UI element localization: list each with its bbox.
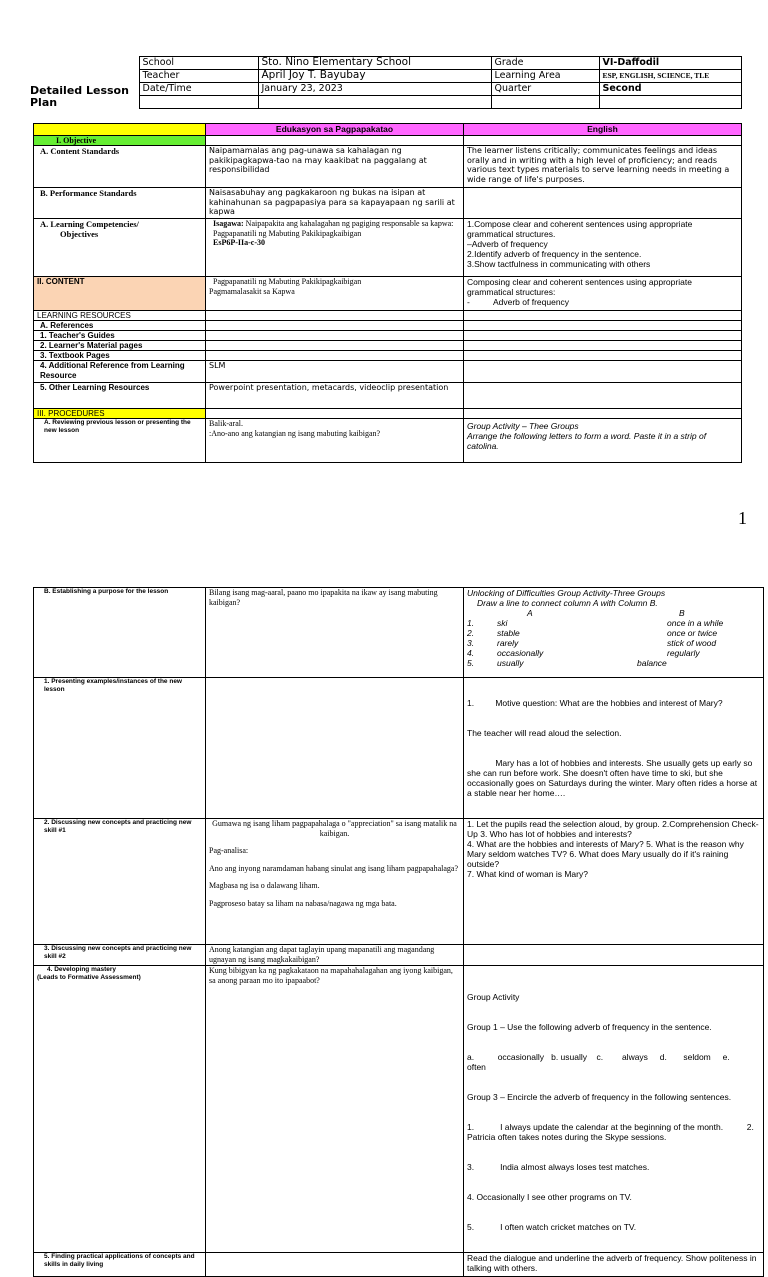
discussing-skill1-label: 2. Discussing new concepts and practicing new skill #1 xyxy=(34,819,206,945)
teacher-instruction: The teacher will read aloud the selection. xyxy=(467,728,622,738)
references-label: A. References xyxy=(34,321,206,331)
content-english xyxy=(464,277,742,311)
mastery-item: Group 3 – Encircle the adverb of frequency in the following sentences. xyxy=(467,1092,732,1102)
procedures-heading: III. PROCEDURES xyxy=(34,409,206,419)
competencies-esp-topic: Pagpapanatili ng Mabuting Pakikipagkaibigan xyxy=(213,228,362,238)
practical-applications-label: 5. Finding practical applications of concepts and skills in daily living xyxy=(34,1253,206,1277)
date-value: January 23, 2023 xyxy=(258,83,491,96)
lesson-plan-main-table xyxy=(33,123,742,463)
blank-cell xyxy=(206,678,464,819)
reviewing-lesson-esp xyxy=(206,419,464,463)
matching-row: 1. ski once in a while xyxy=(467,618,724,628)
blank-cell xyxy=(464,136,742,146)
dlp-title: Detailed Lesson Plan xyxy=(30,83,129,109)
blank-cell xyxy=(464,331,742,341)
quarter-label: Quarter xyxy=(491,83,599,96)
competency-code: EsP6P-IIa-c-30 xyxy=(213,238,265,247)
matching-row: 5. usually balance xyxy=(467,658,667,668)
presenting-examples-english xyxy=(464,678,764,819)
learners-material-label: 2. Learner's Material pages xyxy=(34,341,206,351)
matching-row: 3. rarely stick of wood xyxy=(467,638,717,648)
quarter-value: Second xyxy=(599,83,741,96)
competencies-esp-text: Naipapakita ang kahalagahan ng pagiging responsable sa kapwa: xyxy=(243,219,454,228)
blank-cell xyxy=(464,351,742,361)
developing-mastery-label xyxy=(34,966,206,1253)
school-label: School xyxy=(139,57,258,70)
comprehension-item: 4. What are the hobbies and interests of Mary? 5. What is the reason why Mary seldom watches TV? 6. What does Mary usually do if it's raining outside? xyxy=(467,839,744,869)
blank-cell xyxy=(258,96,491,109)
competencies-label-line2: Objectives xyxy=(60,229,99,239)
reading-selection: Mary has a lot of hobbies and interests. She usually gets up early so she can run before work. She doesn't often have time to ski, but she occasionally goes on Saturdays during the winter. Mary often rides a horse at a stable near her home…. xyxy=(467,758,760,798)
competencies-english xyxy=(464,219,742,277)
review-esp-line1: Balik-aral. xyxy=(209,419,243,428)
mastery-item: Group 1 – Use the following adverb of frequency in the sentence. xyxy=(467,1022,712,1032)
discussing-skill1-esp xyxy=(206,819,464,945)
review-esp-line2: :Ano-ano ang katangian ng isang mabuting kaibigan? xyxy=(209,429,381,438)
textbook-pages-label: 3. Textbook Pages xyxy=(34,351,206,361)
blank-cell xyxy=(464,341,742,351)
mastery-item: 5. I often watch cricket matches on TV. xyxy=(467,1222,637,1232)
comprehension-item: 7. What kind of woman is Mary? xyxy=(467,869,588,879)
reviewing-lesson-english xyxy=(464,419,742,463)
blank-cell xyxy=(139,96,258,109)
grade-label: Grade xyxy=(491,57,599,70)
motive-question: 1. Motive question: What are the hobbies and interest of Mary? xyxy=(467,698,723,708)
establishing-purpose-label: B. Establishing a purpose for the lesson xyxy=(34,588,206,678)
blank-cell xyxy=(464,945,764,966)
column-a-label: A xyxy=(527,608,533,618)
competency-item: 1.Compose clear and coherent sentences using appropriate grammatical structures. xyxy=(467,219,693,239)
blank-cell xyxy=(491,96,599,109)
content-english-line2: - Adverb of frequency xyxy=(467,297,570,307)
matching-row: 4. occasionally regularly xyxy=(467,648,700,658)
blank-cell xyxy=(464,409,742,419)
letter-task: Gumawa ng isang liham pagpapahalaga o "appreciation" sa isang matalik na kaibigan. xyxy=(212,819,457,838)
practical-applications-english: Read the dialogue and underline the adverb of frequency. Show politeness in talking with others. xyxy=(464,1253,764,1277)
content-standards-esp: Naipamamalas ang pag-unawa sa kahalagan ng pakikipagkapwa-tao na may kaakibat na paggalang at responsibilidad xyxy=(206,146,464,188)
mastery-item: 3. India almost always loses test matches. xyxy=(467,1162,650,1172)
performance-standards-label: B. Performance Standards xyxy=(34,188,206,219)
col-header-esp: Edukasyon sa Pagpapakatao xyxy=(206,124,464,136)
reviewing-lesson-label: A. Reviewing previous lesson or presenting the new lesson xyxy=(34,419,206,463)
teacher-label: Teacher xyxy=(139,70,258,83)
competencies-esp xyxy=(206,219,464,277)
competencies-label-line1: A. Learning Competencies/ xyxy=(40,219,139,229)
read-letters: Magbasa ng isa o dalawang liham. xyxy=(209,881,320,890)
matching-row: 2. stable once or twice xyxy=(467,628,718,638)
blank-cell xyxy=(464,361,742,383)
other-resources-esp: Powerpoint presentation, metacards, videoclip presentation xyxy=(206,383,464,409)
comprehension-item: 1. Let the pupils read the selection aloud, by group. 2.Comprehension Check-Up 3. Who has lot of hobbies and interests? xyxy=(467,819,759,839)
column-b-label: B xyxy=(679,608,685,618)
blank-cell xyxy=(206,351,464,361)
col-header-english: English xyxy=(464,124,742,136)
mastery-label-line1: 4. Developing mastery xyxy=(47,966,116,973)
content-standards-label: A. Content Standards xyxy=(34,146,206,188)
blank-cell xyxy=(206,311,464,321)
blank-cell xyxy=(464,311,742,321)
competency-item: –Adverb of frequency xyxy=(467,239,548,249)
blank-cell xyxy=(464,188,742,219)
additional-reference-esp: SLM xyxy=(206,361,464,383)
mastery-item: a. occasionally b. usually c. always d. seldom e. often xyxy=(467,1052,749,1072)
content-heading: II. CONTENT xyxy=(34,277,206,311)
lesson-plan-header-table xyxy=(27,56,742,109)
blank-cell xyxy=(464,321,742,331)
lesson-plan-procedures-table xyxy=(33,587,764,1277)
discussing-skill2-label: 3. Discussing new concepts and practicing new skill #2 xyxy=(34,945,206,966)
blank-cell xyxy=(206,331,464,341)
isagawa-label: Isagawa: xyxy=(213,219,244,228)
teacher-value: April Joy T. Bayubay xyxy=(258,70,491,83)
presenting-examples-label: 1. Presenting examples/instances of the new lesson xyxy=(34,678,206,819)
analysis-question: Ano ang inyong naramdaman habang sinulat ang isang liham pagpapahalaga? xyxy=(209,863,459,873)
competency-item: 3.Show tactfulness in communicating with others xyxy=(467,259,651,269)
establishing-purpose-english xyxy=(464,588,764,678)
mastery-item: 1. I always update the calendar at the beginning of the month. 2. Patricia often takes notes during the Skype sessions. xyxy=(467,1122,757,1142)
content-esp xyxy=(206,277,464,311)
establishing-purpose-esp: Bilang isang mag-aaral, paano mo ipapakita na ikaw ay isang mabuting kaibigan? xyxy=(206,588,464,678)
grade-value: VI-Daffodil xyxy=(599,57,741,70)
area-label: Learning Area xyxy=(491,70,599,83)
content-esp-line1: Pagpapanatili ng Mabuting Pakikipagkaibigan xyxy=(213,277,362,286)
discussing-skill1-english xyxy=(464,819,764,945)
page-number: 1 xyxy=(738,508,747,528)
date-label: Date/Time xyxy=(139,83,258,96)
analysis-heading: Pag-analisa: xyxy=(209,846,249,855)
blank-cell xyxy=(206,409,464,419)
other-resources-label: 5. Other Learning Resources xyxy=(34,383,206,409)
competencies-label xyxy=(34,219,206,277)
blank-cell xyxy=(206,321,464,331)
teachers-guides-label: 1. Teacher's Guides xyxy=(34,331,206,341)
blank-cell xyxy=(206,341,464,351)
developing-mastery-esp: Kung bibigyan ka ng pagkakataon na mapahahalagahan ang iyong kaibigan, sa anong paraan mo ito ipapaabot? xyxy=(206,966,464,1253)
additional-reference-label: 4. Additional Reference from Learning Resource xyxy=(34,361,206,383)
performance-standards-esp: Naisasabuhay ang pagkakaroon ng bukas na isipan at kahinahunan sa pagpapasiya para sa kapayapaan ng sarili at kapwa xyxy=(206,188,464,219)
content-english-line1: Composing clear and coherent sentences using appropriate grammatical structures: xyxy=(467,277,692,297)
mastery-label-line2: (Leads to Formative Assessment) xyxy=(37,974,141,981)
discussing-skill2-esp: Anong katangian ang dapat taglayin upang mapanatili ang magandang ugnayan ng isang magkakaibigan? xyxy=(206,945,464,966)
school-value: Sto. Nino Elementary School xyxy=(258,57,491,70)
learning-resources-heading: LEARNING RESOURCES xyxy=(34,311,206,321)
blank-cell xyxy=(599,96,741,109)
blank-cell xyxy=(34,124,206,136)
mastery-item: Group Activity xyxy=(467,992,520,1002)
review-eng-line2: Arrange the following letters to form a word. Paste it in a strip of catolina. xyxy=(467,431,707,451)
mastery-item: 4. Occasionally I see other programs on TV. xyxy=(467,1192,632,1202)
matching-instruction: Draw a line to connect column A with Column B. xyxy=(477,598,658,608)
unlocking-difficulties-heading: Unlocking of Difficulties Group Activity-Three Groups xyxy=(467,588,666,598)
blank-cell xyxy=(206,1253,464,1277)
blank-cell xyxy=(206,136,464,146)
content-standards-english: The learner listens critically; communicates feelings and ideas orally and in writing with a high level of proficiency; and reads various text types materials to serve learning needs in meeting a wide range of life's purposes. xyxy=(464,146,742,188)
area-value: ESP, ENGLISH, SCIENCE, TLE xyxy=(599,70,741,83)
competency-item: 2.Identify adverb of frequency in the sentence. xyxy=(467,249,642,259)
developing-mastery-english xyxy=(464,966,764,1253)
objective-heading: I. Objective xyxy=(34,136,206,146)
processing: Pagproseso batay sa liham na nabasa/nagawa ng mga bata. xyxy=(209,898,397,908)
content-esp-line2: Pagmamalasakit sa Kapwa xyxy=(209,287,295,296)
dlp-title-cell xyxy=(27,57,139,109)
review-eng-line1: Group Activity – Thee Groups xyxy=(467,421,579,431)
blank-cell xyxy=(464,383,742,409)
